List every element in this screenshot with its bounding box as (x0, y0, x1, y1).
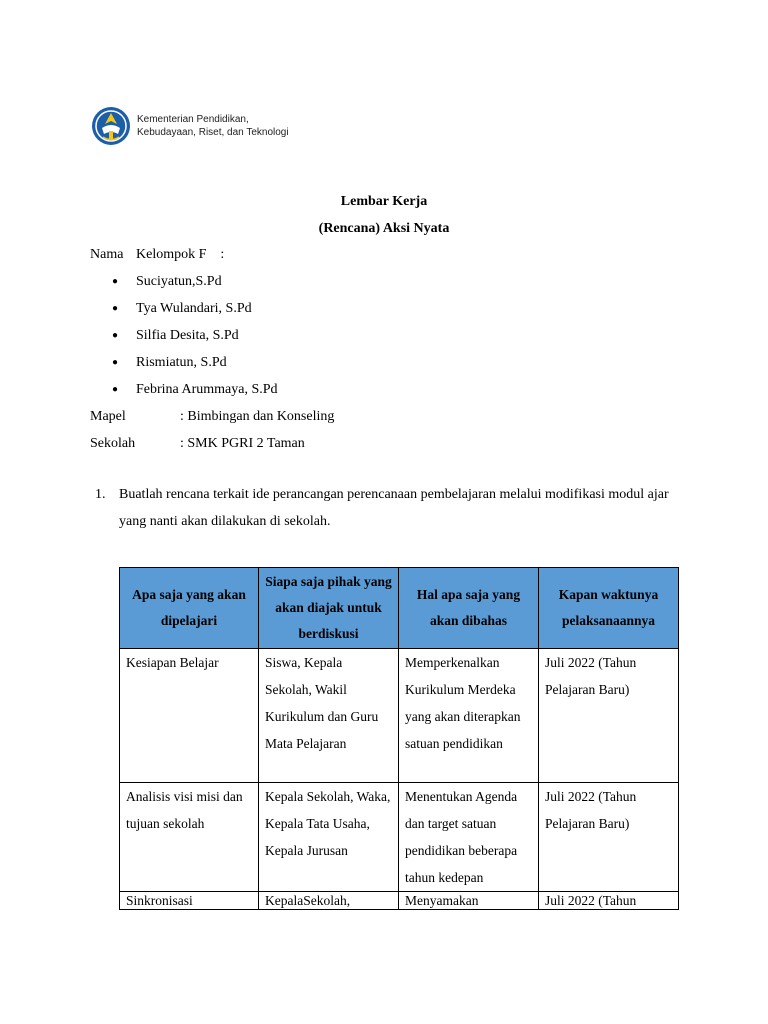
table-row (120, 649, 679, 783)
table-row (120, 892, 679, 910)
list-item: Rismiatun, S.Pd (136, 355, 227, 370)
mapel-value: : Bimbingan dan Konseling (180, 409, 335, 424)
nama-label: Nama (90, 247, 124, 262)
logo-text (137, 113, 289, 139)
table-cell: Juli 2022 (Tahun (539, 892, 679, 910)
document-subtitle: (Rencana) Aksi Nyata (318, 221, 450, 236)
logo-line-1: Kementerian Pendidikan, (137, 114, 249, 125)
table-cell: Analisis visi misi dan tujuan sekolah (120, 783, 259, 892)
table-cell: Kepala Sekolah, Waka, Kepala Tata Usaha, Kepala Jurusan (259, 783, 399, 892)
action-plan-table (119, 567, 679, 910)
bullet-dot-icon: ● (112, 357, 119, 368)
sekolah-value: : SMK PGRI 2 Taman (180, 436, 305, 451)
bullet-dot-icon: ● (112, 384, 119, 395)
question-number: 1. (95, 487, 106, 502)
table-header-row (120, 568, 679, 649)
table-cell: Siswa, Kepala Sekolah, Wakil Kurikulum dan Guru Mata Pelajaran (259, 649, 399, 783)
nama-value: Kelompok F : (136, 247, 225, 262)
bullet-dot-icon: ● (112, 303, 119, 314)
column-header: Hal apa saja yang akan dibahas (399, 568, 539, 649)
question-text: Buatlah rencana terkait ide perancangan perencanaan pembelajaran melalui modifikasi modul ajar yang nanti akan dilakukan di sekolah. (119, 487, 669, 529)
table-cell: Menentukan Agenda dan target satuan pendidikan beberapa tahun kedepan (399, 783, 539, 892)
mapel-label: Mapel (90, 409, 126, 424)
bullet-dot-icon: ● (112, 276, 119, 287)
table-cell: Kesiapan Belajar (120, 649, 259, 783)
table-cell: Sinkronisasi (120, 892, 259, 910)
ministry-logo (91, 104, 289, 148)
column-header: Apa saja yang akan dipelajari (120, 568, 259, 649)
table-cell: KepalaSekolah, (259, 892, 399, 910)
list-item: Febrina Arummaya, S.Pd (136, 382, 278, 397)
list-item: Suciyatun,S.Pd (136, 274, 222, 289)
logo-line-2: Kebudayaan, Riset, dan Teknologi (137, 127, 289, 138)
table-cell: Juli 2022 (Tahun Pelajaran Baru) (539, 649, 679, 783)
table-row (120, 783, 679, 892)
sekolah-label: Sekolah (90, 436, 136, 451)
list-item: Tya Wulandari, S.Pd (136, 301, 252, 316)
table-cell: Menyamakan (399, 892, 539, 910)
document-title: Lembar Kerja (340, 194, 428, 209)
column-header: Kapan waktunya pelaksanaannya (539, 568, 679, 649)
list-item: Silfia Desita, S.Pd (136, 328, 239, 343)
tut-wuri-handayani-emblem-icon (91, 104, 131, 148)
bullet-dot-icon: ● (112, 330, 119, 341)
column-header: Siapa saja pihak yang akan diajak untuk berdiskusi (259, 568, 399, 649)
table-cell: Memperkenalkan Kurikulum Merdeka yang akan diterapkan satuan pendidikan (399, 649, 539, 783)
table-cell: Juli 2022 (Tahun Pelajaran Baru) (539, 783, 679, 892)
